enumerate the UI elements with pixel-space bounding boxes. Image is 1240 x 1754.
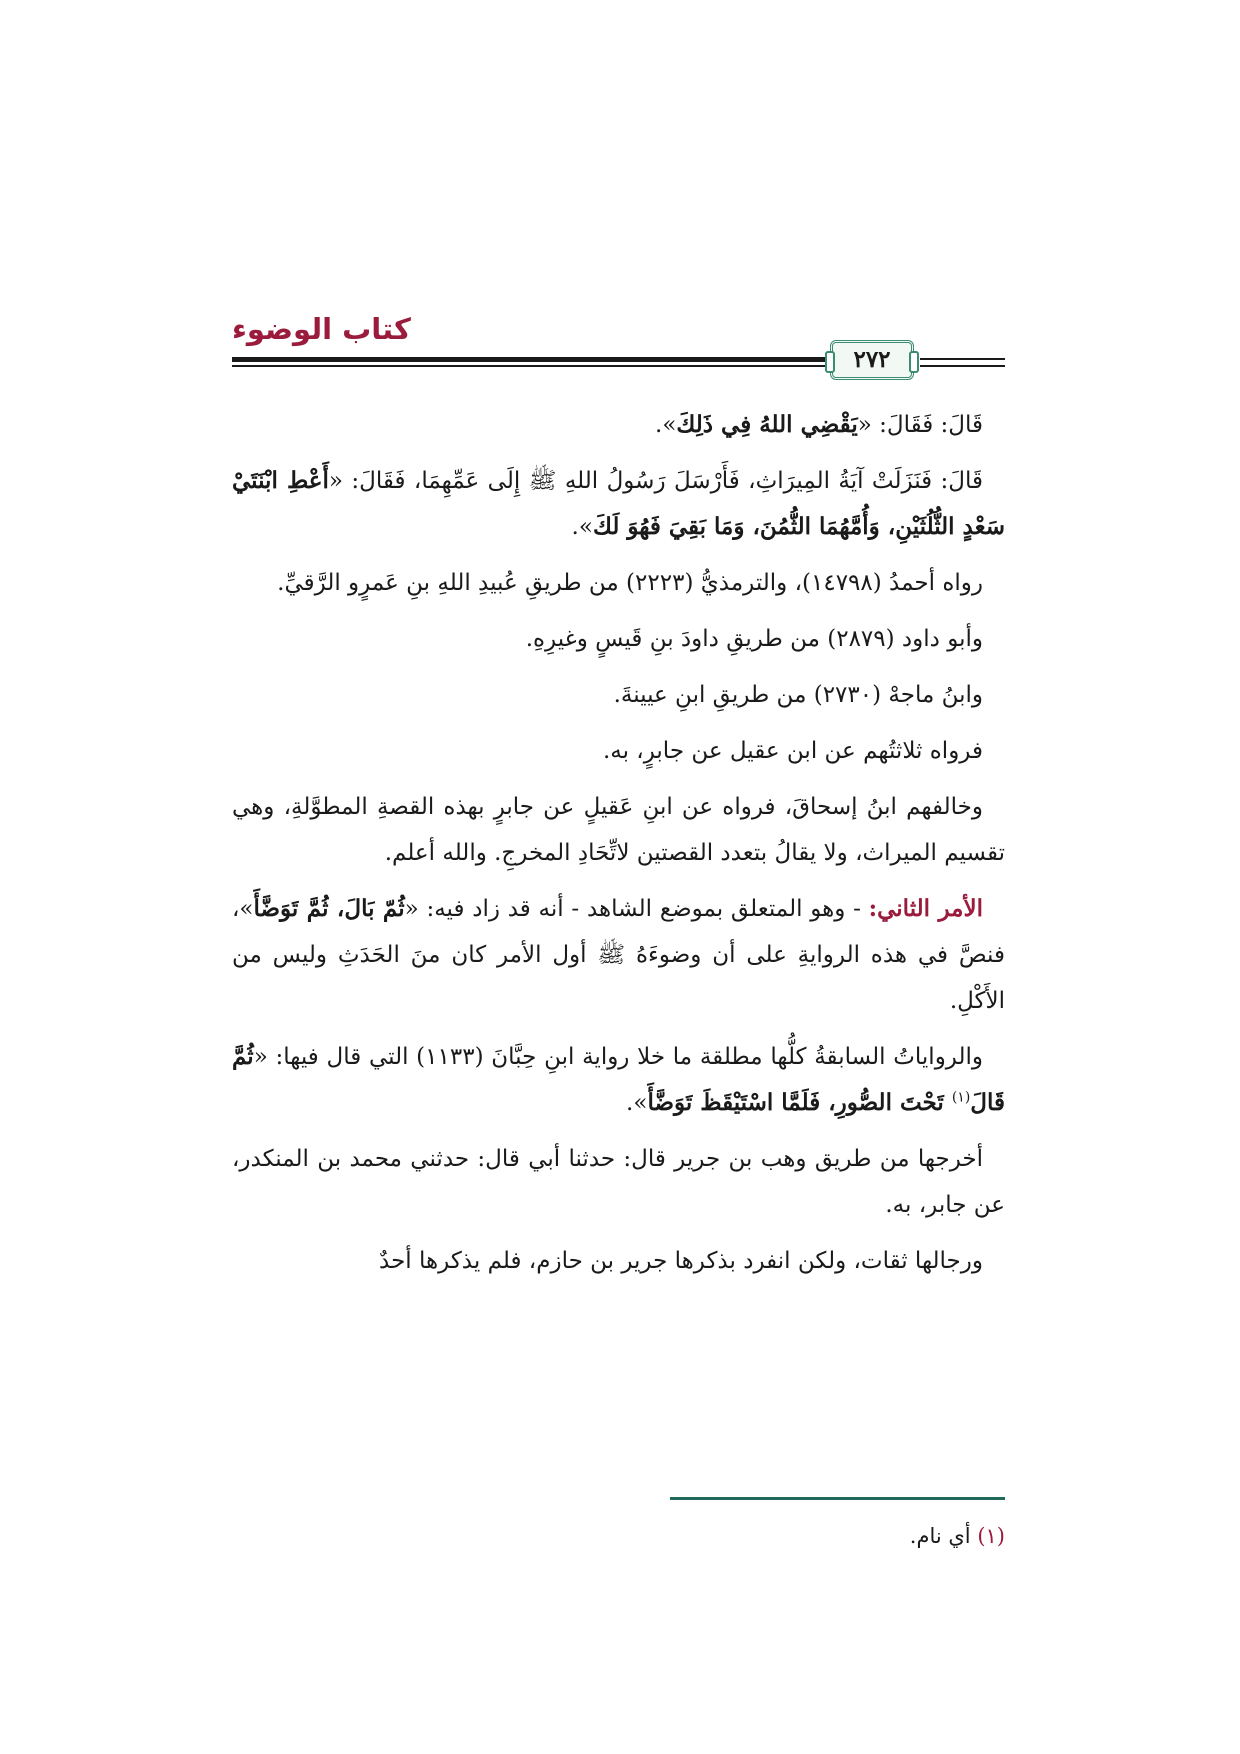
book-title: كتاب الوضوء (232, 312, 411, 346)
text-run: - وهو المتعلق بموضع الشاهد - أنه قد زاد فيه: « (404, 896, 869, 922)
text-run: »، فنصَّ في هذه الروايةِ على أن وضوءَهُ ﷺ أول الأمر كان منَ الحَدَثِ وليس من الأَكْلِ. (232, 896, 1005, 1014)
footnote-separator (670, 1497, 1005, 1500)
page-number: ٢٧٢ (830, 340, 914, 380)
footnote-number: (١) (977, 1524, 1005, 1548)
header-rule-thick (232, 357, 827, 362)
text-run: قَالَ: فَنَزَلَتْ آيَةُ المِيرَاثِ، فَأَرْسَلَ رَسُولُ اللهِ ﷺ إِلَى عَمِّهِمَا، فَقَالَ: « (328, 468, 983, 494)
text-run: قَالَ: فَقَالَ: « (857, 412, 983, 438)
paragraph (232, 672, 1005, 718)
hadith-quote: أَعْطِ ابْنَتَيْ سَعْدٍ الثُّلُثَيْنِ، وَأُمَّهُمَا الثُّمُنَ، وَمَا بَقِيَ فَهُوَ لَكَ (232, 467, 1005, 540)
text-run: ». (571, 514, 593, 540)
text-run: رواه أحمدُ (١٤٧٩٨)، والترمذيُّ (٢٢٢٣) من طريقِ عُبيدِ اللهِ بنِ عَمرٍو الرَّقيِّ. (277, 570, 983, 596)
text-run: فرواه ثلاثتُهم عن ابن عقيل عن جابرٍ، به. (602, 738, 983, 764)
text-run: ورجالها ثقات، ولكن انفرد بذكرها جرير بن حازم، فلم يذكرها أحدٌ (379, 1248, 983, 1274)
paragraph (232, 458, 1005, 550)
main-text (232, 402, 1005, 1294)
paragraph (232, 616, 1005, 662)
text-run: أخرجها من طريق وهب بن جرير قال: حدثنا أبي قال: حدثني محمد بن المنكدر، عن جابر، به. (232, 1146, 1005, 1218)
paragraph (232, 402, 1005, 448)
paragraph (232, 1238, 1005, 1284)
hadith-quote: ثُمّ بَالَ، ثُمَّ تَوَضَّأَ (253, 895, 405, 922)
text-run: ». (655, 412, 677, 438)
header-rule-right (920, 358, 1005, 360)
footnote-reference: (١) (951, 1089, 971, 1106)
hadith-quote: ثُمَّ قَالَ (232, 1043, 1005, 1116)
hadith-quote: يَقْضِي اللهُ فِي ذَلِكَ (676, 411, 858, 438)
paragraph (232, 1136, 1005, 1228)
hadith-quote: تَحْتَ الصُّورِ، فَلَمَّا اسْتَيْقَظَ تَوَضَّأَ (647, 1089, 952, 1116)
section-heading: الأمر الثاني: (868, 895, 984, 922)
header-rule-right (920, 365, 1005, 367)
text-run: والرواياتُ السابقةُ كلُّها مطلقة ما خلا رواية ابنِ حِبَّانَ (١١٣٣) التي قال فيها: « (253, 1044, 983, 1070)
paragraph (232, 784, 1005, 876)
header-rule-thin (232, 365, 827, 367)
text-run: ». (626, 1090, 648, 1116)
paragraph (232, 728, 1005, 774)
footnote-text: أي نام. (909, 1524, 978, 1548)
text-run: وأبو داود (٢٨٧٩) من طريقِ داودَ بنِ قَيسٍ وغيرِهِ. (525, 626, 983, 652)
running-header (0, 300, 1240, 390)
paragraph (232, 1034, 1005, 1126)
text-run: وخالفهم ابنُ إسحاقَ، فرواه عن ابنِ عَقيلٍ عن جابرٍ بهذه القصةِ المطوَّلةِ، وهي تقسيم الميراث، ولا يقالُ بتعدد القصتين لاتِّحَادِ المخرجِ. والله أعلم. (232, 794, 1005, 866)
paragraph (232, 886, 1005, 1024)
text-run: وابنُ ماجهْ (٢٧٣٠) من طريقِ ابنِ عيينةَ. (613, 682, 983, 708)
paragraph (232, 560, 1005, 606)
footnote (232, 1518, 1005, 1554)
